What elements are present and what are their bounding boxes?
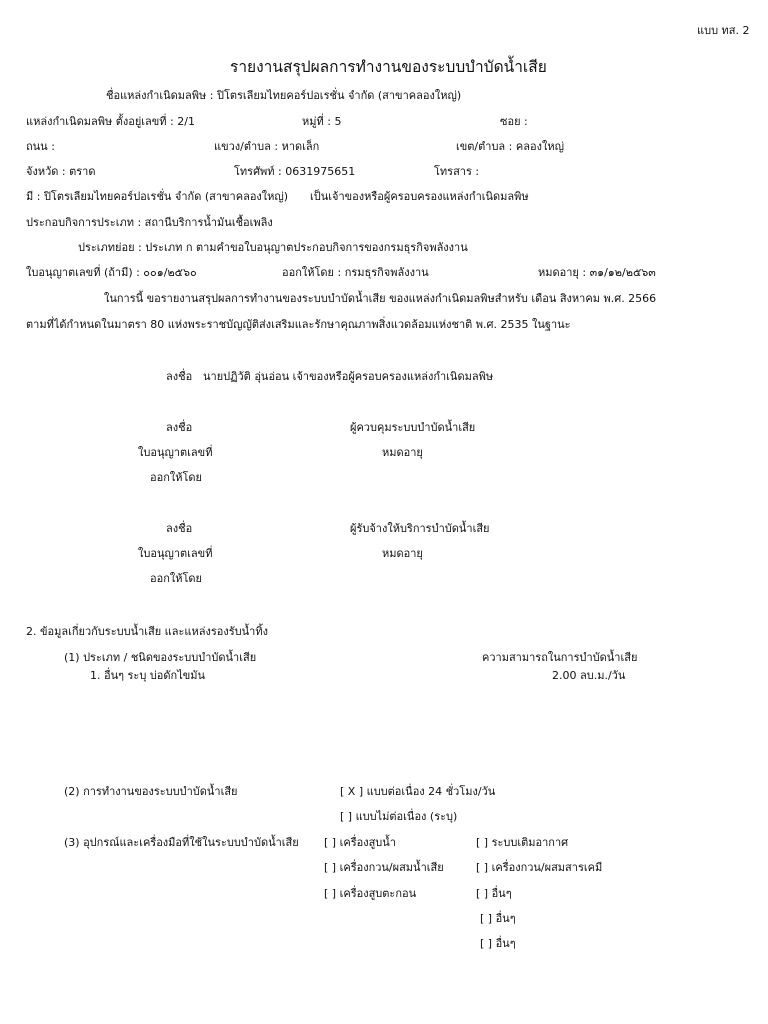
- equipment-aeration-checkbox[interactable]: [ ] ระบบเติมอากาศ: [476, 836, 569, 849]
- owner-role: เป็นเจ้าของหรือผู้ครอบครองแหล่งกำเนิดมลพิษ: [310, 190, 529, 203]
- equipment-mixer-checkbox[interactable]: [ ] เครื่องกวน/ผสมน้ำเสีย: [324, 861, 444, 874]
- form-code: แบบ ทส. 2: [697, 24, 750, 37]
- contractor-sign-label: ลงชื่อ: [166, 522, 193, 535]
- section2-heading: 2. ข้อมูลเกี่ยวกับระบบน้ำเสีย และแหล่งรองรับน้ำทิ้ง: [26, 625, 268, 638]
- address-subdistrict: แขวง/ตำบล : หาดเล็ก: [214, 140, 320, 153]
- controller-expiry-label: หมดอายุ: [382, 446, 423, 459]
- owner-sign-label: ลงชื่อ: [166, 370, 193, 383]
- address-soi: ซอย :: [500, 115, 528, 128]
- operation-continuous-checkbox[interactable]: [ X ] แบบต่อเนื่อง 24 ชั่วโมง/วัน: [340, 785, 496, 798]
- equipment-chem-mixer-checkbox[interactable]: [ ] เครื่องกวน/ผสมสารเคมี: [476, 861, 603, 874]
- contractor-license-label: ใบอนุญาตเลขที่: [138, 547, 213, 560]
- operation-noncontinuous-checkbox[interactable]: [ ] แบบไม่ต่อเนื่อง (ระบุ): [340, 810, 458, 823]
- report-paragraph-line1: ในการนี้ ขอรายงานสรุปผลการทำงานของระบบบำบัดน้ำเสีย ของแหล่งกำเนิดมลพิษสำหรับ เดือน สิงหาคม พ.ศ. 2566: [104, 292, 657, 305]
- report-paragraph-line2: ตามที่ได้กำหนดในมาตรา 80 แห่งพระราชบัญญัติส่งเสริมและรักษาคุณภาพสิ่งแวดล้อมแห่งชาติ พ.ศ. 2535 ในฐานะ: [26, 318, 571, 331]
- owner-sign-text: นายปฏิวัติ อุ่นอ่อน เจ้าของหรือผู้ครอบครองแหล่งกำเนิดมลพิษ: [203, 370, 494, 383]
- business-subtype: ประเภทย่อย : ประเภท ก ตามคำขอใบอนุญาตประกอบกิจการของกรมธุรกิจพลังงาน: [78, 241, 468, 254]
- contractor-issuer-label: ออกให้โดย: [150, 572, 202, 585]
- contractor-role: ผู้รับจ้างให้บริการบำบัดน้ำเสีย: [350, 522, 490, 535]
- system-item: 1. อื่นๆ ระบุ บ่อดักไขมัน: [90, 669, 206, 682]
- address-number: แหล่งกำเนิดมลพิษ ตั้งอยู่เลขที่ : 2/1: [26, 115, 195, 128]
- license-number: ใบอนุญาตเลขที่ (ถ้ามี) : ๐๐๑/๒๕๖๐: [26, 266, 197, 279]
- business-type: ประกอบกิจการประเภท : สถานีบริการน้ำมันเชื้อเพลิง: [26, 216, 273, 229]
- controller-sign-label: ลงชื่อ: [166, 421, 193, 434]
- equipment-sludge-pump-checkbox[interactable]: [ ] เครื่องสูบตะกอน: [324, 887, 417, 900]
- equipment-other-2-checkbox[interactable]: [ ] อื่นๆ: [480, 912, 516, 925]
- operation-label: (2) การทำงานของระบบบำบัดน้ำเสีย: [64, 785, 238, 798]
- equipment-other-1-checkbox[interactable]: [ ] อื่นๆ: [476, 887, 512, 900]
- address-road: ถนน :: [26, 140, 55, 153]
- facility-name: ชื่อแหล่งกำเนิดมลพิษ : ปิโตรเลียมไทยคอร์ปอเรชั่น จำกัด (สาขาคลองใหญ่): [106, 89, 462, 102]
- controller-role: ผู้ควบคุมระบบบำบัดน้ำเสีย: [350, 421, 476, 434]
- address-district: เขต/ตำบล : คลองใหญ่: [456, 140, 564, 153]
- equipment-other-3-checkbox[interactable]: [ ] อื่นๆ: [480, 937, 516, 950]
- system-type-label: (1) ประเภท / ชนิดของระบบบำบัดน้ำเสีย: [64, 651, 257, 664]
- owner-line: มี : ปิโตรเลียมไทยคอร์ปอเรชั่น จำกัด (สาขาคลองใหญ่): [26, 190, 289, 203]
- license-issuer: ออกให้โดย : กรมธุรกิจพลังงาน: [282, 266, 429, 279]
- page-title: รายงานสรุปผลการทำงานของระบบบำบัดน้ำเสีย: [230, 58, 547, 76]
- address-phone: โทรศัพท์ : 0631975651: [234, 165, 356, 178]
- capacity-label: ความสามารถในการบำบัดน้ำเสีย: [482, 651, 638, 664]
- address-province: จังหวัด : ตราด: [26, 165, 96, 178]
- license-expiry: หมดอายุ : ๓๑/๑๒/๒๕๖๓: [538, 266, 656, 279]
- address-fax: โทรสาร :: [434, 165, 480, 178]
- address-moo: หมู่ที่ : 5: [302, 115, 342, 128]
- equipment-pump-checkbox[interactable]: [ ] เครื่องสูบน้ำ: [324, 836, 396, 849]
- equipment-label: (3) อุปกรณ์และเครื่องมือที่ใช้ในระบบบำบัดน้ำเสีย: [64, 836, 299, 849]
- controller-license-label: ใบอนุญาตเลขที่: [138, 446, 213, 459]
- controller-issuer-label: ออกให้โดย: [150, 471, 202, 484]
- contractor-expiry-label: หมดอายุ: [382, 547, 423, 560]
- capacity-value: 2.00 ลบ.ม./วัน: [552, 669, 626, 682]
